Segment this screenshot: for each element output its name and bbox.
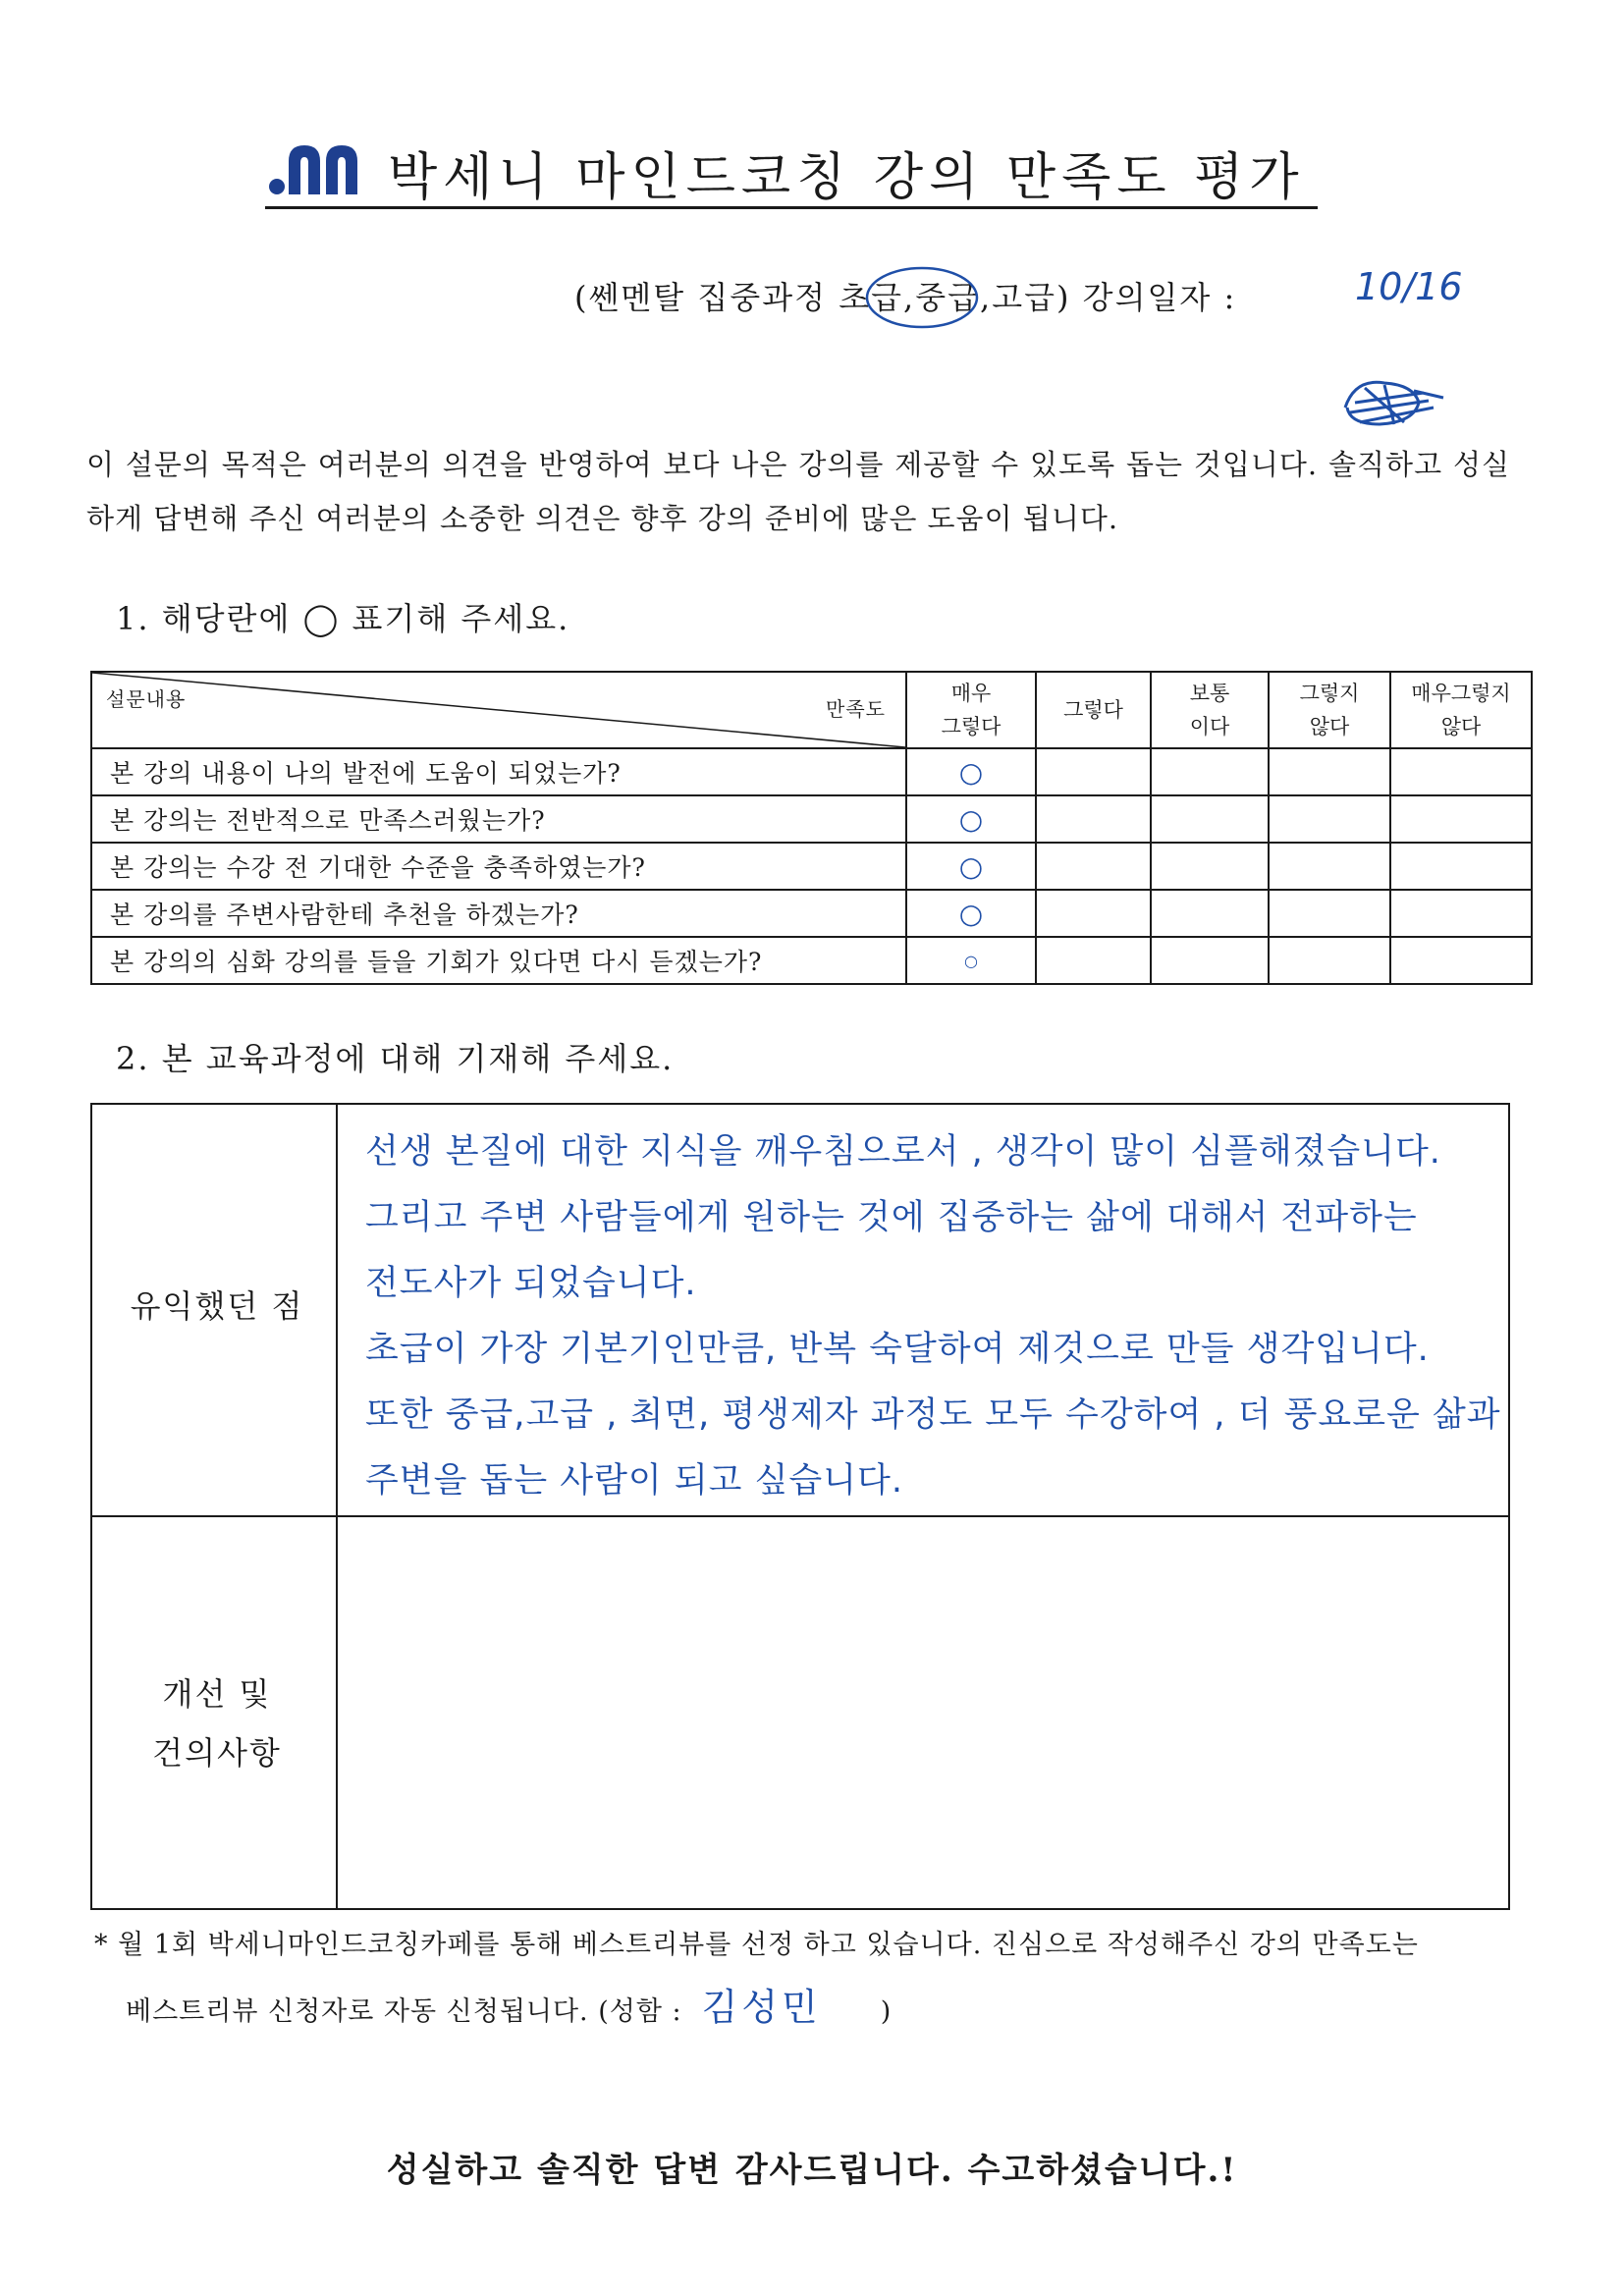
box-divider-vertical — [336, 1103, 338, 1908]
answer-cell[interactable] — [1151, 748, 1269, 795]
handwritten-line: 전도사가 되었습니다. — [365, 1264, 697, 1303]
answer-cell[interactable] — [1390, 795, 1532, 843]
useful-points-handwritten[interactable] — [365, 1120, 1501, 1514]
answer-mark-2[interactable]: ○ — [906, 795, 1036, 843]
answer-mark-5[interactable]: ○ — [906, 937, 1036, 984]
page-title: 박세니 마인드코칭 강의 만족도 평가 — [388, 148, 1305, 207]
table-row — [91, 795, 1532, 843]
handwritten-line: 그리고 주변 사람들에게 원하는 것에 집중하는 삶에 대해서 전파하는 — [365, 1198, 1418, 1237]
thank-you-message: 성실하고 솔직한 답변 감사드립니다. 수고하셨습니다.! — [386, 2151, 1238, 2190]
section1-heading: 1. 해당란에 ◯ 표기해 주세요. — [116, 600, 570, 637]
handwritten-line: 초급이 가장 기본기인만큼, 반복 숙달하여 제것으로 만들 생각입니다. — [365, 1330, 1430, 1369]
improvements-label-line1: 개선 및 — [162, 1675, 272, 1713]
lecture-date-handwritten: 10/16 — [1355, 265, 1463, 308]
question-3: 본 강의는 수강 전 기대한 수준을 충족하였는가? — [91, 843, 906, 890]
answer-cell[interactable] — [1151, 795, 1269, 843]
intro-paragraph: 이 설문의 목적은 여러분의 의견을 반영하여 보다 나은 강의를 제공할 수 있도록 돕는 것입니다. 솔직하고 성실하게 답변해 주신 여러분의 소중한 의견은 향후 강의 준비에 많은 도움이 됩니다. — [86, 448, 1510, 535]
header-left-label: 설문내용 — [106, 687, 187, 711]
table-row — [91, 937, 1532, 984]
table-header-row — [91, 672, 1532, 748]
brand-logo — [267, 137, 365, 198]
answer-cell[interactable] — [1151, 843, 1269, 890]
answer-cell[interactable] — [1036, 843, 1151, 890]
table-row — [91, 748, 1532, 795]
table-row — [91, 890, 1532, 937]
question-1: 본 강의 내용이 나의 발전에 도움이 되었는가? — [91, 748, 906, 795]
section2-heading: 2. 본 교육과정에 대해 기재해 주세요. — [116, 1040, 675, 1077]
column-neutral: 보통 이다 — [1151, 672, 1269, 748]
answer-mark-4[interactable]: ○ — [906, 890, 1036, 937]
diagonal-line — [92, 673, 905, 747]
answer-cell[interactable] — [1269, 795, 1390, 843]
answer-cell[interactable] — [1269, 937, 1390, 984]
answer-cell[interactable] — [1151, 890, 1269, 937]
handwritten-line: 또한 중급,고급 , 최면, 평생제자 과정도 모두 수강하여 , 더 풍요로운 삶과 — [365, 1395, 1501, 1435]
improvements-label — [98, 1665, 336, 1782]
header-right-label: 만족도 — [826, 697, 886, 721]
note-suffix: ) — [880, 1996, 893, 2027]
name-handwritten[interactable]: 김성민 — [701, 1986, 822, 2029]
handwritten-line: 주변을 돕는 사람이 되고 싶습니다. — [365, 1461, 903, 1501]
improvements-label-line2: 건의사항 — [152, 1734, 282, 1772]
answer-cell[interactable] — [1036, 795, 1151, 843]
answer-cell[interactable] — [1269, 748, 1390, 795]
table-row — [91, 843, 1532, 890]
answer-cell[interactable] — [1036, 937, 1151, 984]
scribble-mark — [1335, 373, 1453, 432]
answer-mark-1[interactable]: ○ — [906, 748, 1036, 795]
answer-cell[interactable] — [1036, 748, 1151, 795]
column-disagree: 그렇지 않다 — [1269, 672, 1390, 748]
column-very-disagree: 매우그렇지 않다 — [1390, 672, 1532, 748]
question-2: 본 강의는 전반적으로 만족스러웠는가? — [91, 795, 906, 843]
header-diagonal-cell — [91, 672, 906, 748]
answer-mark-3[interactable]: ○ — [906, 843, 1036, 890]
course-subtitle: (쎈멘탈 집중과정 초급,중급,고급) 강의일자 : — [574, 279, 1237, 316]
column-very-agree: 매우 그렇다 — [906, 672, 1036, 748]
improvements-input-area[interactable] — [340, 1519, 1506, 1904]
survey-table — [90, 671, 1533, 985]
answer-cell[interactable] — [1269, 890, 1390, 937]
question-5: 본 강의의 심화 강의를 들을 기회가 있다면 다시 듣겠는가? — [91, 937, 906, 984]
handwritten-line: 선생 본질에 대한 지식을 깨우침으로서 , 생각이 많이 심플해졌습니다. — [365, 1132, 1441, 1172]
best-review-note-line1: * 월 1회 박세니마인드코칭카페를 통해 베스트리뷰를 선정 하고 있습니다. 진심으로 작성해주신 강의 만족도는 — [94, 1930, 1419, 1960]
answer-cell[interactable] — [1390, 890, 1532, 937]
answer-cell[interactable] — [1151, 937, 1269, 984]
box-divider-horizontal — [90, 1515, 1508, 1517]
note-prefix: 베스트리뷰 신청자로 자동 신청됩니다. (성함 : — [126, 1996, 682, 2027]
level-circle-mark — [862, 263, 982, 332]
answer-cell[interactable] — [1036, 890, 1151, 937]
answer-cell[interactable] — [1390, 843, 1532, 890]
answer-cell[interactable] — [1390, 748, 1532, 795]
question-4: 본 강의를 주변사람한테 추천을 하겠는가? — [91, 890, 906, 937]
column-agree: 그렇다 — [1036, 672, 1151, 748]
best-review-note-line2 — [126, 1977, 892, 2031]
answer-cell[interactable] — [1269, 843, 1390, 890]
useful-points-label: 유익했던 점 — [130, 1287, 304, 1325]
answer-cell[interactable] — [1390, 937, 1532, 984]
